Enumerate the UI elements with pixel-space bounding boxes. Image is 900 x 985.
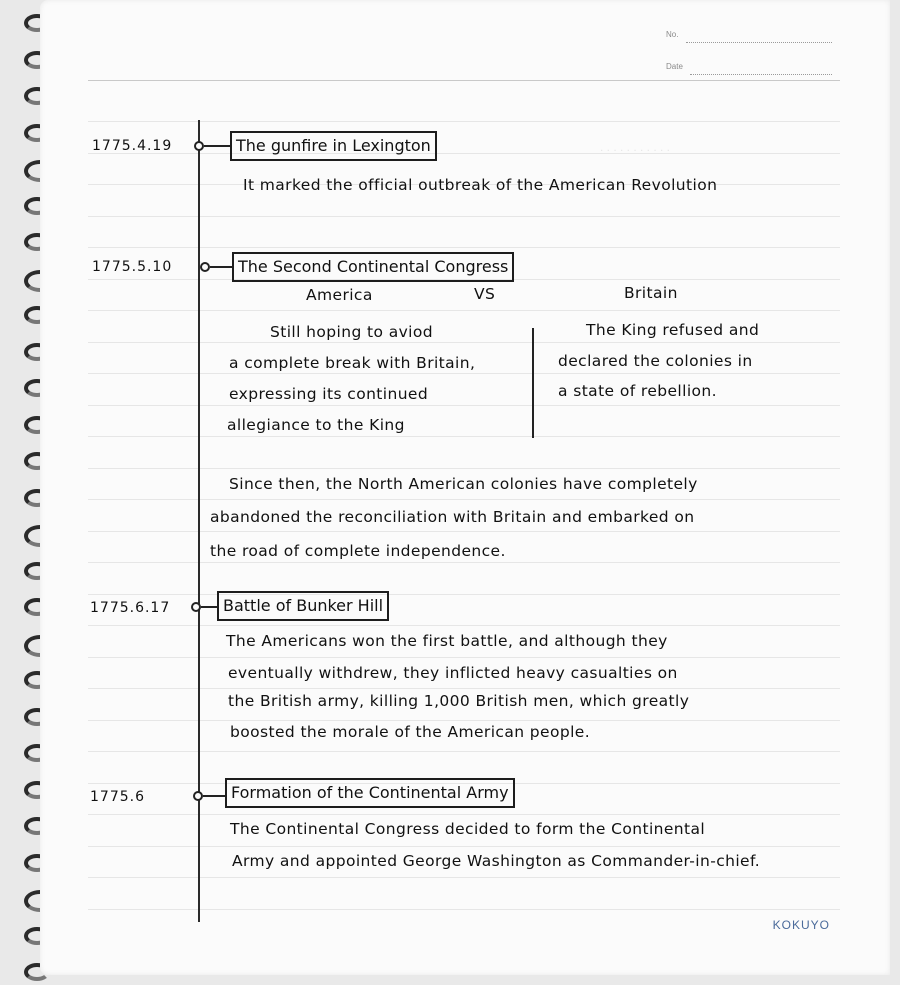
entry-note-line: Army and appointed George Washington as Commander-in-chief. — [232, 852, 761, 870]
ruled-line — [88, 216, 840, 217]
timeline-connector — [203, 795, 225, 797]
timeline-axis — [198, 120, 200, 922]
ruled-line — [88, 342, 840, 343]
date-label: Date — [666, 62, 683, 71]
entry-note-line: the British army, killing 1,000 British men, which greatly — [228, 692, 690, 710]
timeline-node — [200, 262, 210, 272]
entry-title: The Second Continental Congress — [232, 252, 514, 282]
timeline-node — [193, 791, 203, 801]
ruled-line — [88, 405, 840, 406]
ruled-line — [88, 468, 840, 469]
entry-note-line: The Continental Congress decided to form the Continental — [230, 820, 706, 838]
no-label: No. — [666, 30, 679, 39]
ruled-line — [88, 594, 840, 595]
ruled-line — [88, 877, 840, 878]
entry-note-line: Since then, the North American colonies have completely — [229, 475, 698, 493]
vs-middle-label: VS — [474, 285, 496, 303]
entry-title: The gunfire in Lexington — [230, 131, 437, 161]
entry-date: 1775.5.10 — [92, 259, 173, 275]
vs-left-label: America — [306, 286, 373, 304]
entry-date: 1775.6 — [90, 789, 145, 805]
entry-note-line: boosted the morale of the American people. — [230, 723, 591, 741]
america-note-line: expressing its continued — [229, 385, 429, 403]
ruled-line — [88, 373, 840, 374]
date-field-line — [690, 74, 832, 75]
ruled-line — [88, 247, 840, 248]
britain-note-line: The King refused and — [586, 321, 760, 339]
entry-title: Battle of Bunker Hill — [217, 591, 389, 621]
ruled-line — [88, 846, 840, 847]
america-note-line: Still hoping to aviod — [270, 323, 433, 341]
america-note-line: allegiance to the King — [227, 416, 405, 434]
ruled-line — [88, 720, 840, 721]
entry-title: Formation of the Continental Army — [225, 778, 515, 808]
ruled-line — [88, 121, 840, 122]
ruled-line — [88, 499, 840, 500]
no-field-line — [686, 42, 832, 43]
timeline-node — [191, 602, 201, 612]
ruled-line — [88, 310, 840, 311]
vs-right-label: Britain — [624, 284, 678, 302]
entry-note-line: the road of complete independence. — [210, 542, 506, 560]
ruled-line — [88, 153, 840, 154]
entry-note-line: abandoned the reconciliation with Britain and embarked on — [210, 508, 695, 526]
britain-note-line: a state of rebellion. — [558, 382, 717, 400]
ruled-line — [88, 531, 840, 532]
timeline-node — [194, 141, 204, 151]
entry-date: 1775.4.19 — [92, 138, 173, 154]
kokuyo-brand-logo: KOKUYO — [772, 918, 830, 932]
ruled-line — [88, 751, 840, 752]
america-note-line: a complete break with Britain, — [229, 354, 476, 372]
timeline-connector — [210, 266, 232, 268]
ruled-line — [88, 909, 840, 910]
header-rule — [88, 80, 840, 81]
ruled-line — [88, 814, 840, 815]
britain-note-line: declared the colonies in — [558, 352, 753, 370]
ruled-line — [88, 436, 840, 437]
ruled-line — [88, 688, 840, 689]
entry-note-line: It marked the official outbreak of the American Revolution — [243, 176, 718, 194]
bleed-through-text: . . . . . . . . . . . — [600, 140, 671, 154]
timeline-connector — [201, 606, 217, 608]
entry-date: 1775.6.17 — [90, 600, 171, 616]
entry-note-line: eventually withdrew, they inflicted heavy casualties on — [228, 664, 678, 682]
timeline-connector — [204, 145, 230, 147]
ruled-line — [88, 657, 840, 658]
vs-divider — [532, 328, 534, 438]
ruled-line — [88, 562, 840, 563]
entry-note-line: The Americans won the first battle, and although they — [226, 632, 668, 650]
ruled-line — [88, 625, 840, 626]
